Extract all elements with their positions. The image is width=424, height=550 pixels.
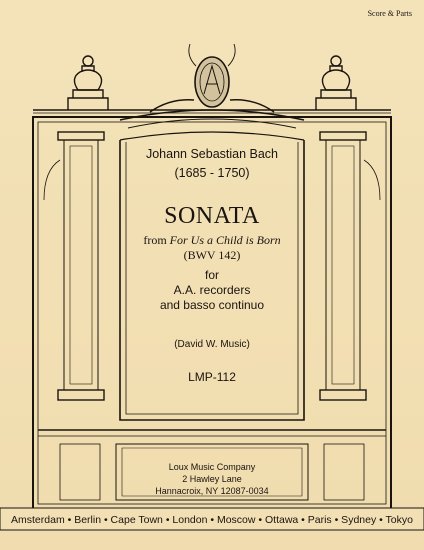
composer-dates: (1685 - 1750) [174, 166, 250, 180]
instrumentation-line-1: A.A. recorders [173, 283, 251, 297]
editor-name: (David W. Music) [174, 339, 250, 350]
publisher-street: 2 Hawley Lane [182, 474, 242, 484]
bwv-number: (BWV 142) [183, 248, 241, 262]
instrumentation-line-2: and basso continuo [159, 298, 265, 312]
publisher-name: Loux Music Company [168, 462, 256, 472]
publisher-city: Hannacroix, NY 12087-0034 [155, 486, 269, 496]
source-work-line [110, 233, 314, 248]
for-label: for [204, 268, 219, 282]
catalog-number: LMP-112 [188, 370, 236, 384]
composer-name: Johann Sebastian Bach [145, 147, 279, 161]
score-parts-label: Score & Parts [367, 9, 412, 18]
from-prefix: from [143, 233, 167, 247]
source-work-title: For Us a Child is Born [169, 233, 281, 247]
city-list: Amsterdam • Berlin • Cape Town • London • Moscow • Ottawa • Paris • Sydney • Tokyo [11, 514, 413, 526]
work-title: SONATA [164, 203, 260, 229]
